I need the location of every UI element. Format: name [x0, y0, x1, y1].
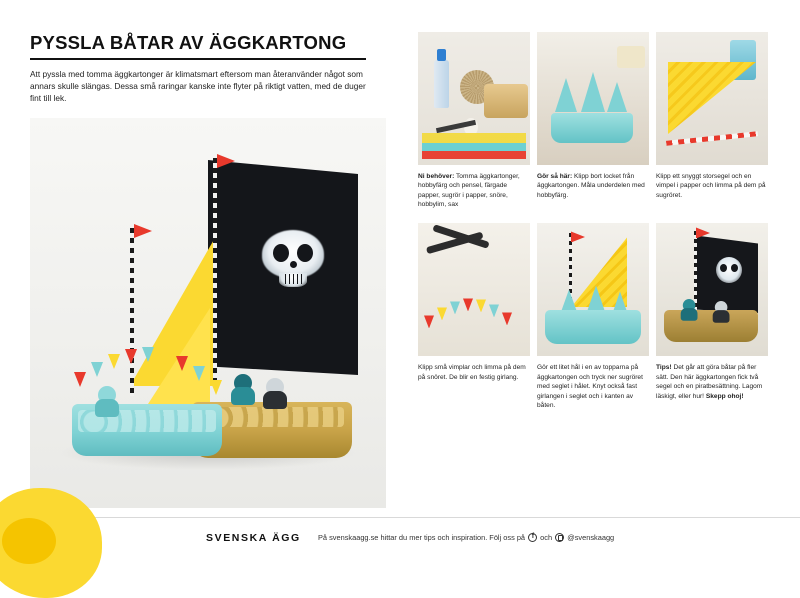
- bunting-flag: [142, 347, 154, 362]
- skull-teeth: [282, 274, 304, 284]
- step-text-1: Tomma äggkartonger, hobbyfärg och pensel, färgade papper, sugrör i papper, snöre, hobbylim, sax: [418, 173, 520, 209]
- facebook-icon[interactable]: [528, 533, 537, 542]
- step-cell-1: [418, 32, 530, 209]
- red-pennant: [571, 231, 585, 242]
- garland-flag: [463, 298, 473, 311]
- skull-nose: [290, 261, 297, 268]
- garland-flag: [437, 307, 447, 320]
- step-closing-6: Skepp ohoj!: [705, 392, 744, 400]
- yellow-sail-cutout: [668, 62, 756, 134]
- crew-figure: [680, 299, 698, 320]
- blue-boat-hull: [545, 310, 641, 344]
- hero-photo: [30, 118, 386, 508]
- step-caption-3: [656, 172, 768, 200]
- step-caption-1: [418, 172, 530, 209]
- skull-graphic: [262, 230, 324, 292]
- skull-eye-right: [297, 244, 313, 262]
- photo-supplies: [418, 32, 530, 165]
- garland-flag: [476, 299, 486, 312]
- crew-figure: [230, 374, 256, 404]
- footer-text-mid: och: [540, 533, 553, 542]
- title-divider: [30, 58, 366, 60]
- paper-garland: [424, 293, 524, 337]
- bunting-flag: [210, 380, 222, 395]
- step-text-2: Klipp bort locket från äggkartongen. Måla underdelen med hobbyfärg.: [537, 173, 645, 199]
- garland-flag: [450, 301, 460, 314]
- garland-flag: [502, 312, 512, 325]
- intro-paragraph: Att pyssla med tomma äggkartonger är klimatsmart eftersom man återanvänder något som annars skulle slängas. Dessa små raringar kanske inte flyter på riktigt vatten, med de duger fint till lek.: [30, 69, 366, 104]
- crew-figure: [712, 301, 730, 322]
- photo-pirate-ship: [656, 223, 768, 356]
- photo-garland: [418, 223, 530, 356]
- painted-egg-carton: [551, 113, 633, 143]
- footer-divider: [0, 517, 800, 518]
- scissors-icon: [432, 225, 489, 250]
- bunting-flag: [108, 354, 120, 369]
- step-cell-6: [656, 223, 768, 410]
- skull-eye-left: [273, 244, 289, 262]
- bunting-flag: [159, 350, 171, 365]
- colored-papers: [422, 133, 526, 159]
- step-text-3: Klipp ett snyggt storsegel och en vimpel i papper och limma på dem på sugröret.: [656, 173, 766, 199]
- bunting-flag: [125, 349, 137, 364]
- garland-flag: [424, 315, 434, 328]
- step-lead-2: Gör så här:: [537, 173, 573, 180]
- crew-body: [231, 387, 255, 405]
- carton-cone: [607, 82, 627, 112]
- photo-boat-with-sail: [537, 223, 649, 356]
- step-caption-5: [537, 363, 649, 410]
- page-title: PYSSLA BÅTAR AV ÄGGKARTONG: [30, 32, 347, 53]
- step-grid: [418, 32, 770, 410]
- step-lead-1: Ni behöver:: [418, 173, 455, 180]
- photo-cut-carton: [537, 32, 649, 165]
- step-caption-6: [656, 363, 768, 400]
- step-caption-2: [537, 172, 649, 200]
- crew-body: [263, 391, 287, 409]
- carton-cone: [555, 78, 577, 112]
- brand-logo: SVENSKA ÄGG: [206, 532, 301, 544]
- step-cell-4: [418, 223, 530, 410]
- footer-text-before: På svenskaagg.se hittar du mer tips och inspiration. Följ oss på: [318, 533, 526, 542]
- egg-carton: [484, 84, 528, 118]
- carton-cone: [581, 72, 605, 112]
- bunting-flag: [91, 362, 103, 377]
- step-row-1: [418, 32, 770, 209]
- crew-body: [713, 311, 730, 324]
- crew-figure: [94, 386, 120, 416]
- tape-roll: [617, 46, 645, 68]
- bunting-flag: [74, 372, 86, 387]
- crew-body: [95, 399, 119, 417]
- photo-yellow-sail: [656, 32, 768, 165]
- skull-graphic-small: [716, 257, 742, 283]
- footer-handle: @svenskaagg: [567, 533, 615, 542]
- step-caption-4: [418, 363, 530, 382]
- gold-boat-hull: [664, 310, 758, 342]
- step-cell-2: [537, 32, 649, 209]
- instagram-icon[interactable]: [555, 533, 564, 542]
- glue-bottle: [434, 60, 449, 108]
- step-text-4: Klipp små vimplar och limma på dem på snöret. De blir en festig girlang.: [418, 364, 526, 381]
- crew-figure: [262, 378, 288, 408]
- footer-text: [318, 531, 614, 542]
- skull-head: [262, 230, 324, 278]
- bunting-flag: [193, 366, 205, 381]
- step-lead-6: Tips!: [656, 364, 672, 372]
- crew-body: [681, 309, 698, 322]
- step-text-6: Det går att göra båtar på fler sätt. Den här äggkartongen fick två segel och en piratbesättning. Lagom läskigt, eller hur!: [656, 364, 763, 400]
- step-cell-3: [656, 32, 768, 209]
- paper-straw: [666, 131, 758, 146]
- bunting-flag: [176, 356, 188, 371]
- step-text-5: Gör ett litet hål i en av topparna på äggkartongen och tryck ner sugröret med seglet i hålet. Knyt också fast girlangen i seglet och i kanten av båten.: [537, 364, 643, 409]
- yolk-blob-inner: [2, 518, 56, 564]
- garland-flag: [489, 304, 499, 317]
- step-row-2: [418, 223, 770, 410]
- step-cell-5: [537, 223, 649, 410]
